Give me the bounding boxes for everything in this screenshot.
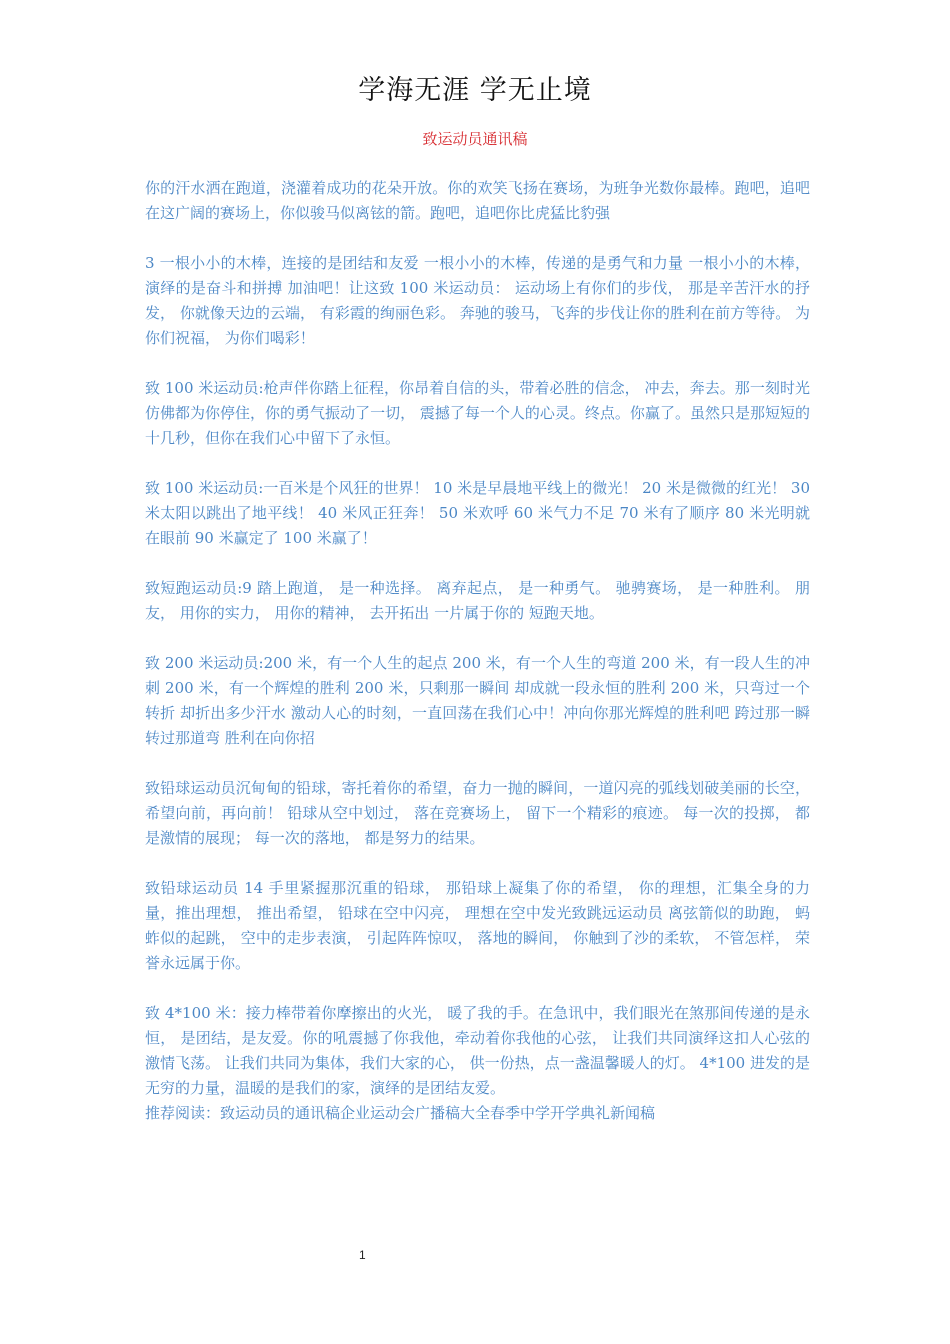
paragraph: 致 100 米运动员:一百米是个风狂的世界！ 10 米是早晨地平线上的微光！ 20 米是微微的红光！ 30 米太阳以跳出了地平线！ 40 米风正狂奔！ 50 米欢呼 60 米气力不足 70 米有了顺序 80 米光明就在眼前 90 米赢定了 100 米赢了！ — [145, 479, 810, 547]
paragraph: 致短跑运动员:9 踏上跑道， 是一种选择。 离弃起点， 是一种勇气。 驰骋赛场， 是一种胜利。 朋友， 用你的实力， 用你的精神， 去开拓出 一片属于你的 短跑天地。 — [145, 579, 810, 622]
paragraph: 致铅球运动员沉甸甸的铅球，寄托着你的希望，奋力一抛的瞬间，一道闪亮的弧线划破美丽的长空， 希望向前，再向前！ 铅球从空中划过， 落在竞赛场上， 留下一个精彩的痕迹。 每一次的投掷， 都是激情的展现； 每一次的落地， 都是努力的结果。 — [145, 779, 810, 847]
paragraph: 致铅球运动员 14 手里紧握那沉重的铅球， 那铅球上凝集了你的希望， 你的理想，汇集全身的力量，推出理想， 推出希望， 铅球在空中闪亮， 理想在空中发光致跳远运动员 离弦箭似的助跑， 蚂蚱似的起跳， 空中的走步表演， 引起阵阵惊叹， 落地的瞬间， 你触到了沙的柔软， 不管怎样， 荣誉永远属于你。 — [145, 879, 810, 972]
document-body — [145, 176, 810, 1126]
paragraph: 3 一根小小的木棒，连接的是团结和友爱 一根小小的木棒，传递的是勇气和力量 一根小小的木棒，演绎的是奋斗和拼搏 加油吧！让这致 100 米运动员： 运动场上有你们的步伐， 那是辛苦汗水的抒发， 你就像天边的云端， 有彩霞的绚丽色彩。 奔驰的骏马，飞奔的步伐让你的胜利在前方等待。 为你们祝福， 为你们喝彩！ — [145, 254, 810, 347]
paragraph: 致 200 米运动员:200 米，有一个人生的起点 200 米，有一个人生的弯道 200 米，有一段人生的冲刺 200 米，有一个辉煌的胜利 200 米，只剩那一瞬间 却成就一段永恒的胜利 200 米，只弯过一个转折 却折出多少汗水 激动人心的时刻，一直回荡在我们心中！冲向你那光辉煌的胜利吧 跨过那一瞬 转过那道弯 胜利在向你招 — [145, 654, 810, 747]
document-title: 致运动员通讯稿 — [422, 130, 528, 148]
paragraph: 致 4*100 米：接力棒带着你摩擦出的火光， 暖了我的手。在急讯中，我们眼光在煞那间传递的是永恒， 是团结，是友爱。你的吼震撼了你我他，牵动着你我他的心弦， 让我们共同演绎这扣人心弦的激情飞荡。 让我们共同为集体，我们大家的心， 供一份热，点一盏温馨暖人的灯。 4*100 进发的是无穷的力量，温暖的是我们的家，演绎的是团结友爱。 — [145, 1004, 810, 1097]
paragraph: 致 100 米运动员:枪声伴你踏上征程，你昂着自信的头，带着必胜的信念， 冲去，奔去。那一刻时光仿佛都为你停住，你的勇气振动了一切， 震撼了每一个人的心灵。终点。你赢了。虽然只是那短短的十几秒，但你在我们心中留下了永恒。 — [145, 379, 810, 447]
recommended-reading: 推荐阅读：致运动员的通讯稿企业运动会广播稿大全春季中学开学典礼新闻稿 — [145, 1104, 656, 1122]
paragraph: 你的汗水洒在跑道，浇灌着成功的花朵开放。你的欢笑飞扬在赛场，为班争光数你最棒。跑吧，追吧在这广阔的赛场上，你似骏马似离铉的箭。跑吧，追吧你比虎猛比豹强 — [145, 179, 810, 222]
page-number: 1 — [359, 1248, 366, 1262]
header-title: 学海无涯 学无止境 — [358, 75, 592, 106]
